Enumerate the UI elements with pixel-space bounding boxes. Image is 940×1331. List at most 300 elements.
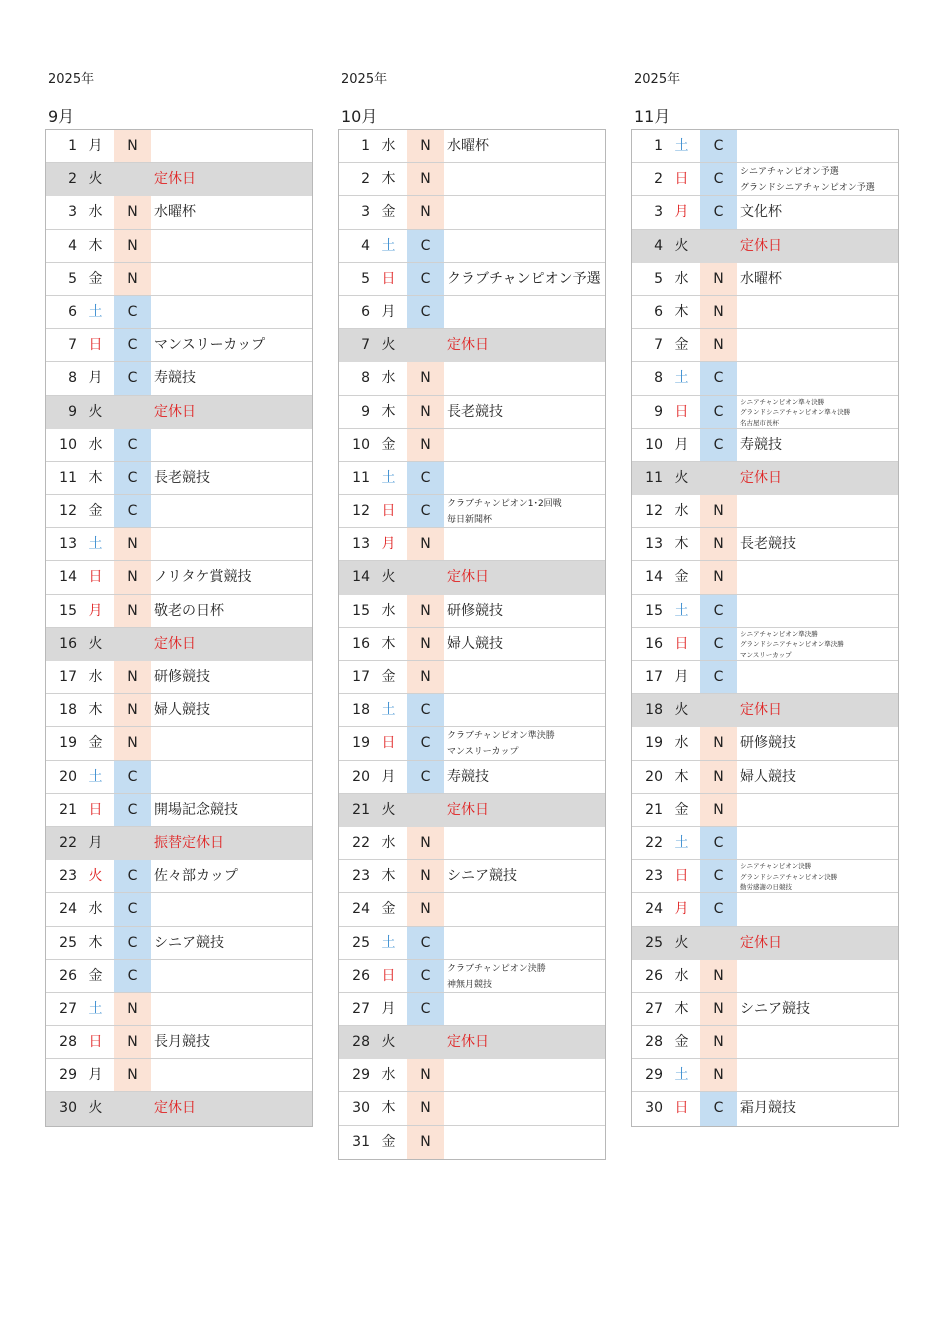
course-code: C (114, 761, 151, 793)
weekday: 月 (88, 834, 103, 851)
day-number: 2 (361, 171, 370, 188)
course-code (700, 230, 737, 262)
course-code (114, 1092, 151, 1125)
weekday: 日 (88, 1034, 103, 1051)
course-code: C (407, 296, 444, 328)
course-code: C (114, 429, 151, 461)
closed-day-label: 振替定休日 (154, 834, 224, 851)
year-label: 2025年 (634, 72, 681, 87)
course-code: N (407, 595, 444, 627)
day-row (339, 329, 605, 362)
course-code: N (407, 1059, 444, 1091)
weekday: 金 (674, 1034, 689, 1051)
day-number: 1 (361, 138, 370, 154)
day-number: 25 (352, 934, 370, 951)
course-code: C (700, 595, 737, 627)
closed-day-label: 定休日 (154, 635, 196, 652)
weekday: 月 (381, 1000, 396, 1017)
weekday: 火 (88, 1100, 103, 1117)
day-number: 5 (68, 270, 77, 287)
day-number: 17 (645, 669, 663, 685)
event-line: シニアチャンピオン決勝 (740, 862, 812, 871)
day-number: 15 (59, 602, 77, 619)
course-code: N (407, 1126, 444, 1159)
weekday: 月 (674, 901, 689, 918)
day-row (339, 1059, 605, 1092)
event (737, 362, 898, 394)
event (444, 960, 605, 992)
calendar-table (338, 129, 606, 1160)
day-row (46, 362, 312, 395)
event (151, 495, 312, 527)
course-code: N (407, 362, 444, 394)
event (444, 727, 605, 759)
day-number: 8 (361, 370, 370, 387)
course-code: N (700, 960, 737, 992)
weekday: 金 (88, 967, 103, 984)
event: 研修競技 (154, 669, 210, 685)
course-code: C (114, 893, 151, 925)
course-code: N (407, 827, 444, 859)
weekday: 木 (88, 469, 103, 486)
day-row (339, 263, 605, 296)
weekday: 月 (88, 1067, 103, 1084)
course-code: N (700, 296, 737, 328)
day-row (46, 130, 312, 163)
event (151, 1059, 312, 1091)
event (444, 528, 605, 560)
event: 長老競技 (740, 536, 796, 553)
course-code: N (407, 860, 444, 892)
course-code: C (407, 263, 444, 295)
course-code: N (407, 661, 444, 693)
day-number: 21 (645, 801, 663, 818)
day-number: 9 (654, 403, 663, 420)
day-row (632, 429, 898, 462)
event: 佐々部カップ (154, 868, 238, 885)
weekday: 月 (88, 370, 103, 387)
calendar-table (631, 129, 899, 1127)
event-line: 名古屋市長杯 (740, 418, 779, 427)
day-row (632, 495, 898, 528)
weekday: 水 (381, 370, 396, 387)
weekday: 金 (674, 337, 689, 354)
course-code: C (700, 893, 737, 925)
event-line: 毎日新聞杯 (447, 515, 493, 526)
day-number: 29 (59, 1067, 77, 1084)
course-code: N (114, 528, 151, 560)
weekday: 日 (381, 967, 396, 984)
closed-day-label: 定休日 (447, 801, 489, 818)
event (737, 628, 898, 660)
course-code: N (114, 1026, 151, 1058)
event: 婦人競技 (740, 768, 796, 785)
day-number: 4 (68, 237, 77, 254)
weekday: 土 (674, 1067, 689, 1084)
day-number: 24 (59, 901, 77, 918)
day-row (339, 761, 605, 794)
event (151, 130, 312, 162)
day-row (339, 694, 605, 727)
weekday: 日 (674, 1100, 689, 1117)
day-number: 28 (59, 1034, 77, 1051)
course-code: C (700, 628, 737, 660)
weekday: 土 (88, 303, 103, 320)
weekday: 日 (674, 171, 689, 188)
event (737, 296, 898, 328)
day-row (46, 230, 312, 263)
event (444, 1126, 605, 1159)
event (444, 694, 605, 726)
weekday: 土 (381, 469, 396, 486)
closed-day-label: 定休日 (154, 403, 196, 420)
year-label: 2025年 (48, 72, 95, 87)
day-number: 20 (645, 768, 663, 785)
day-row (46, 1059, 312, 1092)
weekday: 月 (381, 536, 396, 553)
day-number: 13 (645, 536, 663, 553)
event: 婦人競技 (154, 702, 210, 719)
course-code: N (700, 1026, 737, 1058)
weekday: 木 (381, 1100, 396, 1117)
event: ノリタケ賞競技 (154, 569, 252, 586)
day-row (46, 993, 312, 1026)
day-number: 20 (352, 768, 370, 785)
course-code: N (700, 561, 737, 593)
day-row (632, 1092, 898, 1125)
day-row (46, 528, 312, 561)
course-code: N (700, 263, 737, 295)
event (737, 130, 898, 162)
closed-day-label: 定休日 (154, 171, 196, 188)
event-line: 勤労感謝の日競技 (740, 883, 792, 892)
day-number: 12 (645, 503, 663, 520)
weekday: 火 (674, 702, 689, 719)
day-number: 3 (654, 204, 663, 221)
event (444, 362, 605, 394)
day-number: 2 (654, 171, 663, 188)
weekday: 月 (88, 602, 103, 619)
weekday: 木 (674, 536, 689, 553)
day-number: 8 (654, 370, 663, 387)
event (151, 727, 312, 759)
day-row (632, 462, 898, 495)
day-row (46, 429, 312, 462)
day-number: 9 (68, 403, 77, 420)
day-row (46, 495, 312, 528)
day-number: 26 (352, 967, 370, 984)
day-number: 25 (645, 934, 663, 951)
day-row (339, 993, 605, 1026)
event (444, 429, 605, 461)
event (444, 196, 605, 228)
day-number: 17 (352, 669, 370, 685)
day-row (339, 960, 605, 993)
weekday: 火 (88, 403, 103, 420)
event (737, 893, 898, 925)
course-code (700, 927, 737, 959)
day-number: 6 (654, 303, 663, 320)
course-code: C (407, 960, 444, 992)
course-code: C (114, 362, 151, 394)
course-code: C (407, 230, 444, 262)
course-code: N (700, 993, 737, 1025)
day-row (339, 661, 605, 694)
closed-day-label: 定休日 (154, 1100, 196, 1117)
course-code: N (114, 727, 151, 759)
weekday: 火 (88, 635, 103, 652)
course-code: N (407, 196, 444, 228)
course-code (407, 329, 444, 361)
year-label: 2025年 (341, 72, 388, 87)
event (444, 827, 605, 859)
course-code: N (407, 429, 444, 461)
day-number: 19 (645, 735, 663, 752)
course-code: C (700, 429, 737, 461)
weekday: 火 (381, 337, 396, 354)
course-code: C (407, 495, 444, 527)
day-number: 15 (645, 602, 663, 619)
day-number: 18 (352, 702, 370, 719)
day-row (632, 528, 898, 561)
course-code: N (114, 130, 151, 162)
event: 文化杯 (740, 204, 782, 221)
day-row (46, 396, 312, 429)
event (737, 661, 898, 693)
event (151, 761, 312, 793)
day-row (339, 362, 605, 395)
weekday: 金 (381, 669, 396, 685)
day-number: 11 (352, 469, 370, 486)
course-code: N (407, 528, 444, 560)
event-line: シニアチャンピオン準々決勝 (740, 397, 825, 406)
calendar-table (45, 129, 313, 1127)
course-code: N (700, 794, 737, 826)
weekday: 土 (88, 536, 103, 553)
weekday: 木 (88, 934, 103, 951)
day-number: 28 (645, 1034, 663, 1051)
course-code: N (407, 1092, 444, 1124)
day-number: 6 (68, 303, 77, 320)
day-number: 24 (645, 901, 663, 918)
weekday: 水 (381, 602, 396, 619)
day-number: 14 (645, 569, 663, 586)
weekday: 月 (674, 204, 689, 221)
day-row (632, 196, 898, 229)
day-number: 10 (59, 436, 77, 453)
day-row (46, 727, 312, 760)
weekday: 水 (674, 503, 689, 520)
day-row (339, 893, 605, 926)
weekday: 土 (381, 934, 396, 951)
weekday: 水 (381, 1067, 396, 1084)
day-row (632, 727, 898, 760)
event (737, 1026, 898, 1058)
event: 水曜杯 (154, 204, 196, 221)
day-row (339, 860, 605, 893)
event: マンスリーカップ (154, 337, 266, 354)
closed-day-label: 定休日 (447, 337, 489, 354)
event (444, 993, 605, 1025)
day-row (632, 1026, 898, 1059)
day-number: 15 (352, 602, 370, 619)
event-line: シニアチャンピオン予選 (740, 167, 839, 178)
day-number: 20 (59, 768, 77, 785)
weekday: 水 (88, 436, 103, 453)
day-row (339, 163, 605, 196)
day-row (339, 595, 605, 628)
event-line: グランドシニアチャンピオン準々決勝 (740, 408, 851, 416)
day-number: 27 (352, 1000, 370, 1017)
course-code: N (407, 628, 444, 660)
course-code: C (700, 661, 737, 693)
day-number: 17 (59, 669, 77, 685)
weekday: 木 (88, 237, 103, 254)
day-number: 22 (352, 834, 370, 851)
day-number: 23 (59, 868, 77, 885)
day-row (339, 396, 605, 429)
day-number: 29 (645, 1067, 663, 1084)
course-code: N (407, 396, 444, 428)
weekday: 月 (674, 669, 689, 685)
day-row (46, 927, 312, 960)
event-line: 神無月競技 (447, 979, 493, 990)
weekday: 火 (674, 237, 689, 254)
event: シニア競技 (154, 934, 224, 951)
closed-day-label: 定休日 (740, 934, 782, 951)
course-code: N (114, 595, 151, 627)
event (151, 993, 312, 1025)
day-number: 9 (361, 403, 370, 420)
day-number: 26 (59, 967, 77, 984)
closed-day-label: 定休日 (447, 569, 489, 586)
day-row (632, 628, 898, 661)
event (151, 230, 312, 262)
day-number: 16 (352, 635, 370, 652)
weekday: 水 (88, 901, 103, 918)
day-number: 14 (59, 569, 77, 586)
weekday: 火 (381, 1034, 396, 1051)
weekday: 火 (381, 569, 396, 586)
day-row (632, 296, 898, 329)
day-row (46, 694, 312, 727)
closed-day-label: 定休日 (740, 469, 782, 486)
month-title: 9月 (48, 107, 75, 126)
weekday: 火 (674, 469, 689, 486)
day-row (632, 860, 898, 893)
day-number: 19 (59, 735, 77, 752)
course-code: C (700, 130, 737, 162)
day-number: 21 (59, 801, 77, 818)
course-code: C (407, 761, 444, 793)
day-row (46, 163, 312, 196)
course-code: N (407, 163, 444, 195)
course-code: N (700, 329, 737, 361)
day-number: 13 (352, 536, 370, 553)
day-row (46, 960, 312, 993)
event (737, 794, 898, 826)
event (737, 495, 898, 527)
weekday: 土 (88, 1000, 103, 1017)
course-code: C (700, 860, 737, 892)
weekday: 火 (88, 171, 103, 188)
day-number: 27 (59, 1000, 77, 1017)
day-number: 31 (352, 1133, 370, 1150)
event (737, 163, 898, 195)
day-number: 5 (361, 270, 370, 287)
course-code (114, 628, 151, 660)
course-code: C (407, 927, 444, 959)
event-line: クラブチャンピオン準決勝 (447, 731, 555, 742)
event (737, 827, 898, 859)
course-code: N (407, 130, 444, 162)
day-row (46, 296, 312, 329)
day-number: 7 (68, 337, 77, 354)
weekday: 木 (381, 403, 396, 420)
day-row (339, 1092, 605, 1125)
month-title: 10月 (341, 107, 378, 126)
event-line: クラブチャンピオン決勝 (447, 963, 546, 974)
day-number: 11 (59, 469, 77, 486)
event-line: マンスリーカップ (447, 747, 519, 758)
day-row (632, 993, 898, 1026)
day-number: 7 (654, 337, 663, 354)
course-code: C (407, 727, 444, 759)
weekday: 月 (674, 436, 689, 453)
event: 研修競技 (447, 602, 503, 619)
weekday: 金 (381, 1133, 396, 1150)
weekday: 日 (88, 801, 103, 818)
course-code: N (700, 761, 737, 793)
event: 長老競技 (154, 469, 210, 486)
event: 長月競技 (154, 1034, 210, 1051)
day-row (339, 495, 605, 528)
weekday: 金 (88, 270, 103, 287)
weekday: 土 (381, 702, 396, 719)
weekday: 日 (381, 270, 396, 287)
weekday: 水 (674, 967, 689, 984)
month-november (631, 70, 899, 1127)
day-row (632, 827, 898, 860)
day-row (339, 130, 605, 163)
course-code: C (114, 860, 151, 892)
event-line: マンスリーカップ (740, 650, 792, 659)
weekday: 月 (381, 768, 396, 785)
weekday: 木 (674, 768, 689, 785)
day-row (339, 727, 605, 760)
event: 寿競技 (154, 370, 196, 387)
weekday: 水 (381, 834, 396, 851)
event: 婦人競技 (447, 635, 503, 652)
closed-day-label: 定休日 (740, 702, 782, 719)
weekday: 土 (674, 602, 689, 619)
day-number: 30 (645, 1100, 663, 1117)
day-number: 23 (645, 868, 663, 885)
weekday: 火 (674, 934, 689, 951)
event (151, 960, 312, 992)
event (151, 263, 312, 295)
day-row (46, 329, 312, 362)
weekday: 土 (88, 768, 103, 785)
course-code: N (114, 694, 151, 726)
weekday: 日 (674, 403, 689, 420)
weekday: 木 (381, 635, 396, 652)
event (444, 1092, 605, 1124)
event (737, 396, 898, 428)
course-code: C (114, 329, 151, 361)
course-code: N (700, 727, 737, 759)
day-row (339, 462, 605, 495)
